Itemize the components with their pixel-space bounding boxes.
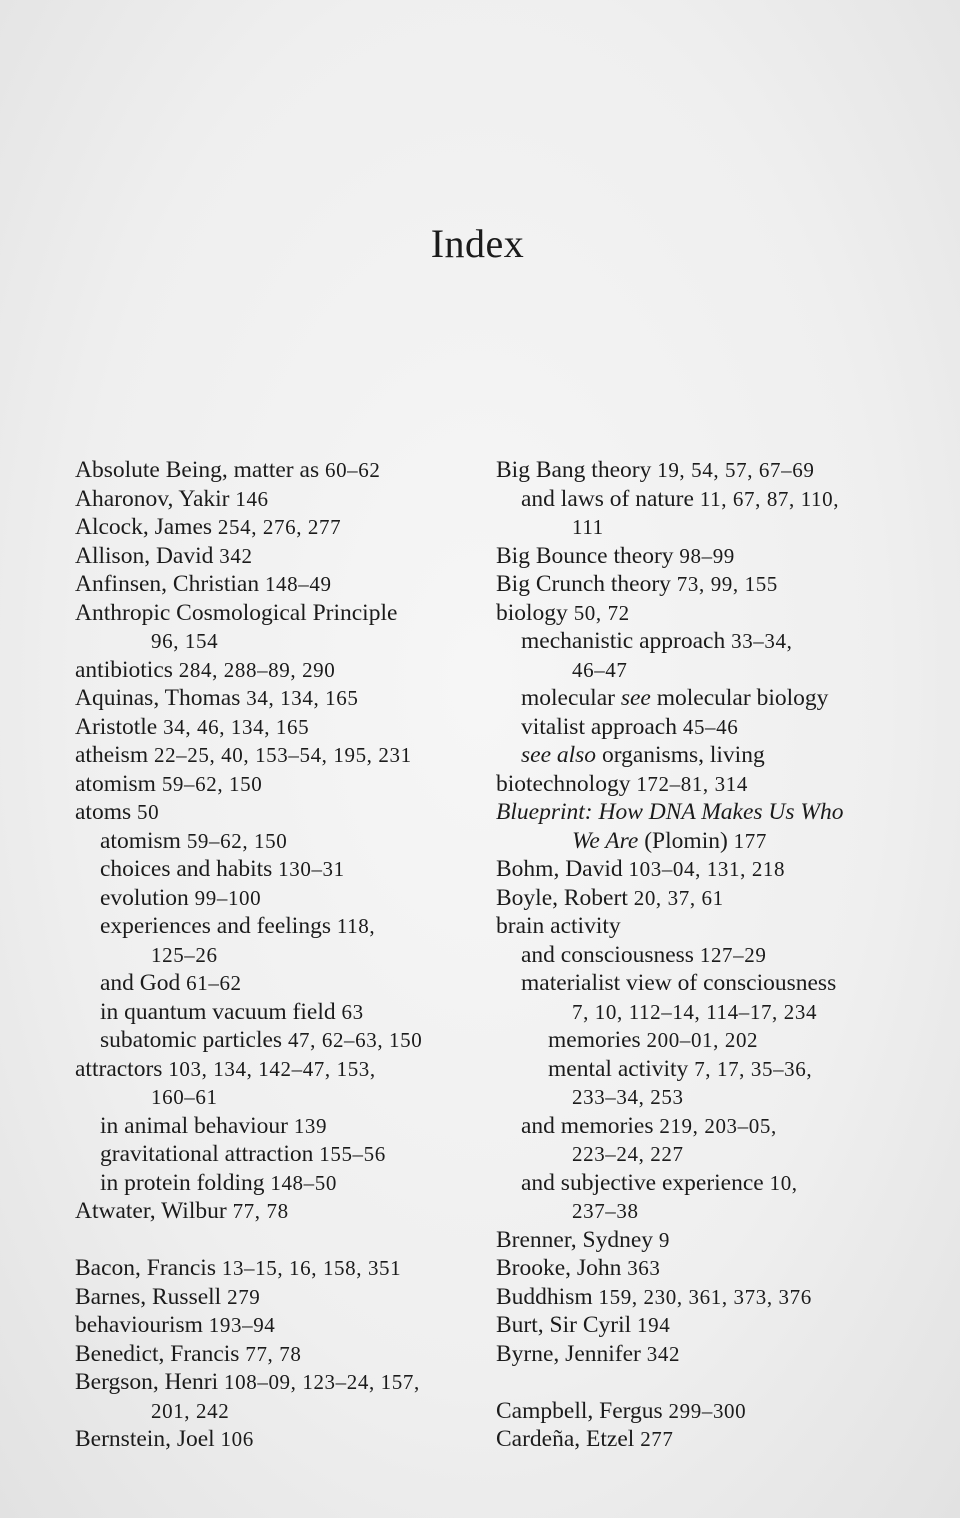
- entry-text: We Are: [572, 827, 639, 854]
- entry-text: see also: [521, 742, 597, 768]
- page-numbers: 47, 62–63, 150: [287, 1028, 423, 1052]
- page-numbers: 10,: [769, 1170, 798, 1195]
- page-numbers: 19, 54, 57, 67–69: [657, 458, 815, 482]
- page-numbers: 194: [637, 1313, 671, 1337]
- entry-text: and consciousness: [521, 941, 700, 968]
- entry-text: gravitational attraction: [100, 1141, 320, 1167]
- index-entry-continuation: [75, 1397, 485, 1426]
- page-numbers: 59–62, 150: [186, 828, 288, 853]
- page-numbers: 106: [220, 1427, 254, 1451]
- entry-text: molecular: [521, 685, 621, 711]
- index-subentry: [75, 1026, 485, 1055]
- page-numbers: 20, 37, 61: [633, 885, 724, 910]
- page-numbers: 127–29: [699, 942, 767, 967]
- entry-text: in protein folding: [100, 1169, 271, 1196]
- page-numbers: 342: [646, 1341, 681, 1366]
- page-numbers: 22–25, 40, 153–54, 195, 231: [153, 743, 412, 767]
- index-subentry: [496, 741, 916, 770]
- page-numbers: 160–61: [151, 1085, 218, 1109]
- entry-text: Atwater, Wilbur: [75, 1198, 233, 1224]
- index-subentry: [496, 969, 916, 998]
- page-numbers: 34, 46, 134, 165: [163, 714, 310, 739]
- entry-text: Absolute Being, matter as: [75, 457, 325, 483]
- index-subentry: [496, 1112, 916, 1141]
- page-numbers: 77, 78: [232, 1199, 289, 1223]
- page-numbers: 103–04, 131, 218: [628, 857, 786, 881]
- entry-text: Boyle, Robert: [496, 884, 634, 911]
- index-entry: [75, 1340, 485, 1369]
- page-numbers: 63: [341, 999, 364, 1024]
- page-numbers: 9: [658, 1227, 670, 1252]
- index-entry-continuation: [496, 1083, 916, 1112]
- page-numbers: 99–100: [194, 885, 262, 910]
- page-numbers: 61–62: [186, 971, 242, 995]
- index-entry: [75, 1425, 485, 1454]
- index-subentry: [75, 855, 485, 884]
- entry-text: see: [620, 685, 651, 711]
- page-numbers: 277: [640, 1427, 674, 1451]
- entry-text: (Plomin): [638, 827, 734, 854]
- entry-text: in animal behaviour: [100, 1112, 294, 1139]
- entry-text: and God: [100, 970, 187, 996]
- entry-text: Aquinas, Thomas: [75, 685, 247, 711]
- entry-text: biotechnology: [496, 770, 637, 797]
- index-subentry: [496, 1169, 916, 1198]
- index-entry: [75, 798, 485, 827]
- entry-text: Big Crunch theory: [496, 571, 677, 597]
- page-numbers: 59–62, 150: [161, 771, 263, 796]
- page-numbers: 155–56: [319, 1142, 386, 1166]
- index-subentry: [75, 998, 485, 1027]
- index-entry-continuation: [75, 627, 485, 656]
- index-entry: [496, 1340, 916, 1369]
- page-numbers: 125–26: [151, 942, 218, 967]
- entry-text: atheism: [75, 742, 154, 768]
- index-entry: [75, 1368, 485, 1397]
- index-entry: [496, 1283, 916, 1312]
- entry-text: antibiotics: [75, 656, 179, 683]
- page-numbers: 237–38: [572, 1199, 639, 1223]
- index-subentry: [496, 713, 916, 742]
- entry-text: vitalist approach: [521, 713, 683, 740]
- page-numbers: 342: [219, 543, 253, 568]
- entry-text: materialist view of consciousness: [521, 970, 837, 996]
- index-subentry: [75, 1140, 485, 1169]
- page-numbers: 98–99: [679, 543, 735, 568]
- index-entry: [496, 1254, 916, 1283]
- index-subentry: [496, 1055, 916, 1084]
- entry-text: Aristotle: [75, 713, 164, 740]
- index-subentry: [75, 969, 485, 998]
- page-numbers: 159, 230, 361, 373, 376: [598, 1284, 812, 1309]
- index-entry: [75, 1055, 485, 1084]
- entry-text: atomism: [75, 770, 162, 797]
- page-numbers: 254, 276, 277: [217, 515, 342, 539]
- entry-text: Brooke, John: [496, 1255, 628, 1281]
- index-entry: [496, 798, 916, 827]
- index-subentry: [496, 627, 916, 656]
- entry-text: brain activity: [496, 913, 621, 939]
- page-numbers: 177: [733, 828, 767, 853]
- entry-text: Alcock, James: [75, 514, 218, 540]
- page-numbers: 7, 17, 35–36,: [694, 1056, 813, 1081]
- index-entry: [75, 1283, 485, 1312]
- page-numbers: 7, 10, 112–14, 114–17, 234: [572, 999, 818, 1024]
- entry-text: atoms: [75, 799, 138, 825]
- page-numbers: 363: [627, 1256, 661, 1280]
- entry-text: Burt, Sir Cyril: [496, 1312, 638, 1338]
- page-numbers: 13–15, 16, 158, 351: [221, 1256, 402, 1280]
- index-entry-continuation: [496, 827, 916, 856]
- page-numbers: 223–24, 227: [572, 1142, 684, 1166]
- entry-text: Blueprint: How DNA Makes Us Who: [496, 799, 844, 825]
- index-entry: [75, 1254, 485, 1283]
- index-entry: [75, 599, 485, 628]
- page-numbers: 34, 134, 165: [246, 686, 359, 710]
- index-entry: [75, 684, 485, 713]
- letter-group-gap: [496, 1368, 916, 1397]
- entry-text: experiences and feelings: [100, 913, 337, 939]
- page-numbers: 118,: [336, 914, 376, 938]
- entry-text: choices and habits: [100, 856, 279, 882]
- entry-text: in quantum vacuum field: [100, 998, 342, 1025]
- entry-text: subatomic particles: [100, 1027, 288, 1053]
- page-numbers: 172–81, 314: [636, 771, 748, 796]
- page-numbers: 148–49: [264, 572, 332, 596]
- page-numbers: 11, 67, 87, 110,: [699, 486, 840, 511]
- index-subentry: [496, 1026, 916, 1055]
- index-entry: [75, 713, 485, 742]
- entry-text: Bohm, David: [496, 856, 629, 882]
- entry-text: attractors: [75, 1055, 169, 1082]
- entry-text: and subjective experience: [521, 1169, 770, 1196]
- index-entry: [75, 656, 485, 685]
- letter-group-gap: [75, 1226, 485, 1255]
- index-entry-continuation: [496, 656, 916, 685]
- index-entry: [496, 884, 916, 913]
- index-subentry: [75, 1112, 485, 1141]
- index-entry: [496, 1311, 916, 1340]
- index-entry-continuation: [75, 1083, 485, 1112]
- entry-text: Barnes, Russell: [75, 1283, 228, 1310]
- entry-text: organisms, living: [596, 742, 765, 768]
- index-entry: [75, 1197, 485, 1226]
- index-entry: [496, 542, 916, 571]
- index-entry: [496, 599, 916, 628]
- index-entry: [496, 912, 916, 941]
- page-numbers: 279: [227, 1284, 261, 1309]
- index-entry: [75, 570, 485, 599]
- entry-text: biology: [496, 599, 574, 626]
- index-entry-continuation: [496, 1197, 916, 1226]
- page-numbers: 148–50: [270, 1170, 337, 1195]
- entry-text: Anfinsen, Christian: [75, 571, 265, 597]
- page-numbers: 284, 288–89, 290: [178, 657, 336, 682]
- entry-text: Big Bounce theory: [496, 542, 680, 569]
- index-entry-continuation: [496, 513, 916, 542]
- entry-text: evolution: [100, 884, 195, 911]
- index-subentry: [75, 884, 485, 913]
- index-entry: [496, 770, 916, 799]
- entry-text: Campbell, Fergus: [496, 1397, 669, 1424]
- index-entry: [496, 1226, 916, 1255]
- index-entry: [75, 741, 485, 770]
- index-subentry: [496, 684, 916, 713]
- entry-text: mental activity: [548, 1055, 695, 1082]
- page-numbers: 33–34,: [731, 629, 793, 653]
- page-numbers: 233–34, 253: [572, 1085, 684, 1109]
- index-entry: [496, 456, 916, 485]
- index-subentry: [496, 485, 916, 514]
- page-numbers: 73, 99, 155: [676, 572, 778, 596]
- index-subentry: [75, 1169, 485, 1198]
- index-entry: [496, 855, 916, 884]
- page-numbers: 50: [137, 800, 160, 824]
- page-numbers: 201, 242: [151, 1398, 230, 1423]
- page-numbers: 111: [572, 515, 604, 539]
- index-entry: [496, 1397, 916, 1426]
- entry-text: molecular biology: [650, 685, 829, 711]
- entry-text: Bergson, Henri: [75, 1369, 225, 1395]
- page-numbers: 130–31: [278, 857, 345, 881]
- entry-text: Anthropic Cosmological Principle: [75, 599, 398, 626]
- index-entry-continuation: [496, 1140, 916, 1169]
- page-numbers: 139: [293, 1113, 328, 1138]
- entry-text: Allison, David: [75, 542, 220, 569]
- page-numbers: 299–300: [668, 1398, 747, 1423]
- index-column-right: [496, 456, 916, 1454]
- index-entry: [75, 1311, 485, 1340]
- entry-text: Aharonov, Yakir: [75, 485, 236, 512]
- index-entry: [496, 1425, 916, 1454]
- page-numbers: 45–46: [682, 714, 739, 739]
- page-numbers: 200–01, 202: [646, 1028, 759, 1052]
- page-numbers: 103, 134, 142–47, 153,: [168, 1056, 376, 1081]
- index-entry: [75, 542, 485, 571]
- page-numbers: 96, 154: [151, 629, 219, 653]
- index-subentry: [75, 912, 485, 941]
- page-numbers: 46–47: [572, 657, 628, 682]
- entry-text: Cardeña, Etzel: [496, 1426, 641, 1452]
- page-numbers: 50, 72: [573, 600, 630, 625]
- entry-text: behaviourism: [75, 1312, 209, 1338]
- index-entry: [75, 456, 485, 485]
- page-numbers: 193–94: [208, 1313, 276, 1337]
- entry-text: memories: [548, 1027, 647, 1053]
- entry-text: and memories: [521, 1112, 660, 1139]
- index-column-left: [75, 456, 485, 1454]
- page-numbers: 60–62: [324, 458, 381, 482]
- page-title: Index: [430, 221, 525, 266]
- entry-text: and laws of nature: [521, 485, 700, 512]
- index-entry: [75, 770, 485, 799]
- index-entry: [75, 485, 485, 514]
- entry-text: Brenner, Sydney: [496, 1226, 659, 1253]
- entry-text: Benedict, Francis: [75, 1340, 246, 1367]
- index-entry: [496, 570, 916, 599]
- page-numbers: 146: [235, 486, 269, 511]
- entry-text: mechanistic approach: [521, 628, 732, 654]
- entry-text: Byrne, Jennifer: [496, 1340, 647, 1367]
- entry-text: Buddhism: [496, 1283, 599, 1310]
- index-subentry: [75, 827, 485, 856]
- entry-text: Bernstein, Joel: [75, 1426, 221, 1452]
- index-subentry: [496, 941, 916, 970]
- entry-text: Big Bang theory: [496, 457, 658, 483]
- index-entry-continuation: [75, 941, 485, 970]
- index-entry: [75, 513, 485, 542]
- entry-text: Bacon, Francis: [75, 1255, 222, 1281]
- index-entry-continuation: [496, 998, 916, 1027]
- page-numbers: 77, 78: [245, 1341, 302, 1366]
- page-numbers: 108–09, 123–24, 157,: [224, 1370, 420, 1394]
- page-numbers: 219, 203–05,: [659, 1113, 777, 1138]
- entry-text: atomism: [100, 827, 187, 854]
